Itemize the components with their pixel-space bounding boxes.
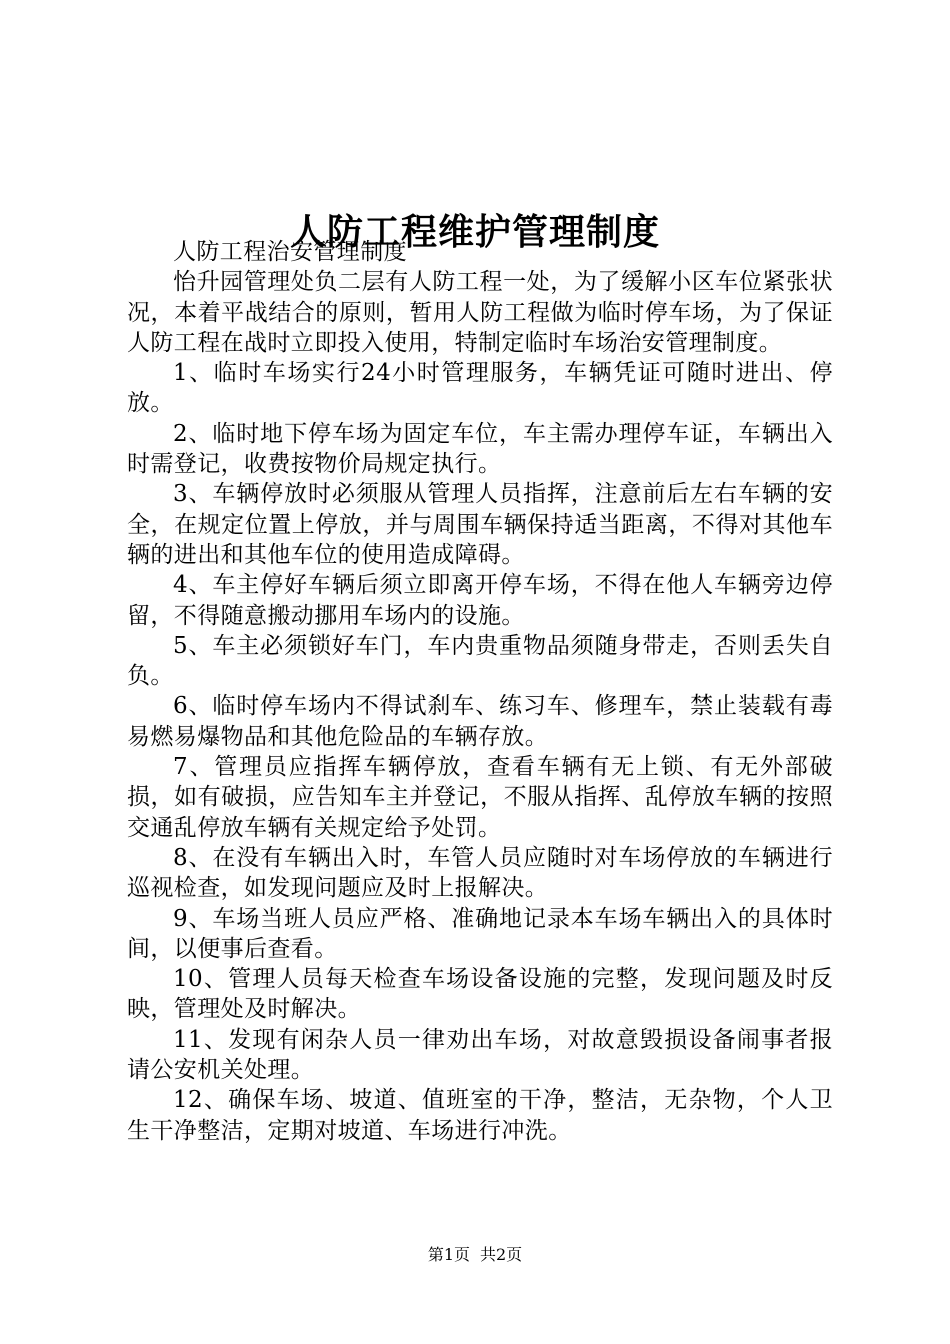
page-number-total: 共2页: [480, 1245, 523, 1264]
document-title: 人防工程维护管理制度: [289, 211, 660, 254]
rule-item-3: 3、车辆停放时必须服从管理人员指挥，注意前后左右车辆的安全，在规定位置上停放，并与周围车辆保持适当距离，不得对其他车辆的进出和其他车位的使用造成障碍。: [127, 481, 833, 568]
page-number-current: 第1页: [427, 1245, 470, 1264]
rule-item-10: 10、管理人员每天检查车场设备设施的完整，发现问题及时反映，管理处及时解决。: [127, 966, 833, 1023]
rule-item-9: 9、车场当班人员应严格、准确地记录本车场车辆出入的具体时间，以便事后查看。: [127, 905, 833, 962]
rule-item-8: 8、在没有车辆出入时，车管人员应随时对车场停放的车辆进行巡视检查，如发现问题应及时上报解决。: [127, 844, 833, 902]
rule-item-12: 12、确保车场、坡道、值班室的干净，整洁，无杂物，个人卫生干净整洁，定期对坡道、车场进行冲洗。: [127, 1087, 833, 1144]
rule-item-1: 1、临时车场实行24小时管理服务，车辆凭证可随时进出、停放。: [127, 360, 833, 417]
rule-item-6: 6、临时停车场内不得试刹车、练习车、修理车，禁止装载有毒易燃易爆物品和其他危险品的车辆存放。: [127, 693, 833, 750]
rule-item-2: 2、临时地下停车场为固定车位，车主需办理停车证，车辆出入时需登记，收费按物价局规定执行。: [127, 420, 833, 478]
document-body: [127, 237, 833, 1146]
rule-item-5: 5、车主必须锁好车门，车内贵重物品须随身带走，否则丢失自负。: [127, 632, 833, 690]
page-footer: [0, 1244, 950, 1266]
intro-paragraph: 怡升园管理处负二层有人防工程一处，为了缓解小区车位紧张状况，本着平战结合的原则，暂用人防工程做为临时停车场，为了保证人防工程在战时立即投入使用，特制定临时车场治安管理制度。: [127, 269, 833, 356]
rule-item-7: 7、管理员应指挥车辆停放，查看车辆有无上锁、有无外部破损，如有破损，应告知车主并登记，不服从指挥、乱停放车辆的按照交通乱停放车辆有关规定给予处罚。: [127, 754, 833, 841]
section-heading: 人防工程治安管理制度: [173, 239, 407, 265]
rule-item-4: 4、车主停好车辆后须立即离开停车场，不得在他人车辆旁边停留，不得随意搬动挪用车场内的设施。: [127, 572, 833, 629]
rule-item-11: 11、发现有闲杂人员一律劝出车场，对故意毁损设备闹事者报请公安机关处理。: [127, 1026, 833, 1084]
